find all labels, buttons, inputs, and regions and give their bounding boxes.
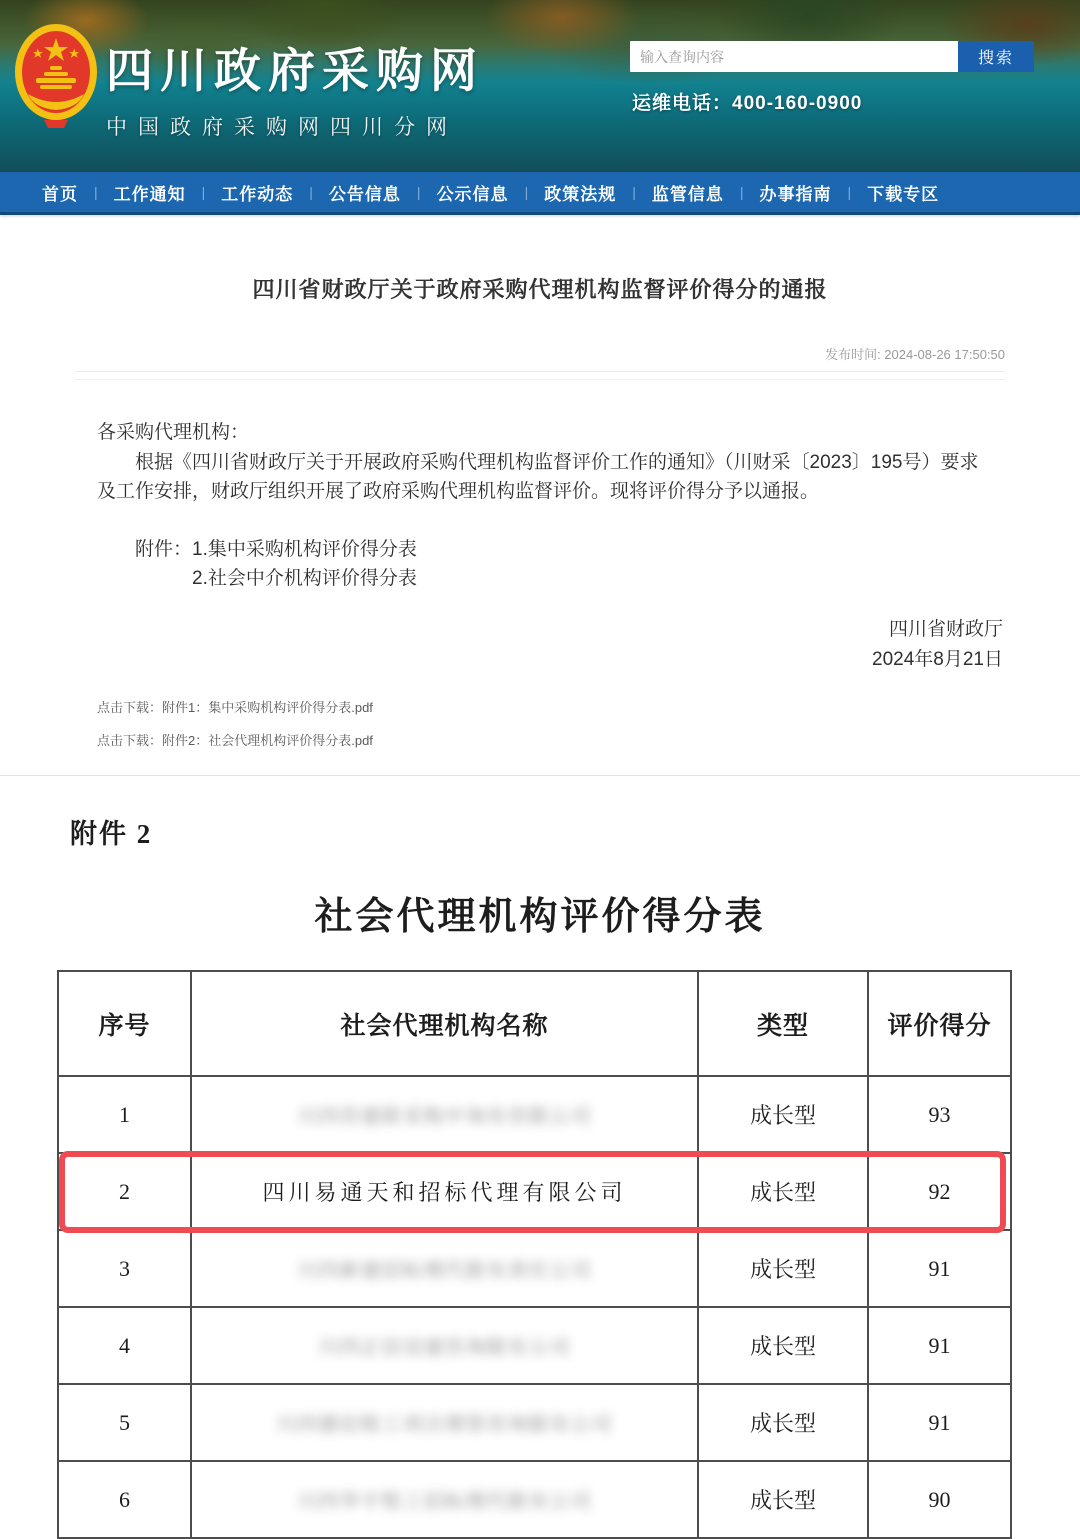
download-attachment-1[interactable]: 点击下载：附件1：集中采购机构评价得分表.pdf — [97, 700, 373, 715]
cell-type: 成长型 — [698, 1230, 868, 1307]
attachment-label: 附件 2 — [70, 819, 153, 849]
cell-agency-name — [191, 1384, 698, 1461]
redacted-name-blur: 川四正信设建咨询限有公司 — [318, 1337, 571, 1359]
score-table — [57, 970, 1012, 1539]
redacted-name-blur: 川四新建招标理代限有责任公司 — [297, 1260, 592, 1282]
site-subtitle: 中国政府采购网四川分网 — [106, 116, 458, 139]
search-button[interactable]: 搜索 — [958, 41, 1034, 72]
score-table-wrap — [57, 970, 1010, 1539]
national-emblem-logo — [14, 22, 98, 128]
article-title: 四川省财政厅关于政府采购代理机构监督评价得分的通报 — [252, 277, 828, 302]
nav-item-2[interactable]: 工作动态 — [221, 184, 294, 204]
nav-separator: | — [94, 184, 98, 200]
cell-no: 4 — [58, 1307, 191, 1384]
redacted-name-blur: 川四德信程工项目理管咨询限有公司 — [276, 1414, 613, 1436]
nav-item-4[interactable]: 公示信息 — [436, 184, 509, 204]
cell-score: 91 — [868, 1230, 1011, 1307]
cell-agency-name — [191, 1076, 698, 1153]
cell-no: 1 — [58, 1076, 191, 1153]
table-row — [58, 1230, 1011, 1307]
nav-separator: | — [632, 184, 636, 200]
redacted-name-blur: 川四咨建联采购中询有咨限公司 — [297, 1106, 592, 1128]
nav-item-5[interactable]: 政策法规 — [544, 184, 617, 204]
table-header-row — [58, 971, 1011, 1076]
cell-score: 92 — [868, 1153, 1011, 1230]
divider — [75, 379, 1005, 380]
cell-score: 91 — [868, 1384, 1011, 1461]
cell-type: 成长型 — [698, 1461, 868, 1538]
attachment-line-2: 2.社会中介机构评价得分表 — [192, 568, 417, 589]
site-title: 四川政府采购网 — [106, 44, 484, 97]
cell-score: 91 — [868, 1307, 1011, 1384]
column-header: 评价得分 — [868, 971, 1011, 1076]
attachment-list — [135, 535, 983, 593]
divider — [75, 371, 1005, 372]
score-table-title: 社会代理机构评价得分表 — [314, 896, 766, 938]
salutation: 各采购代理机构： — [97, 422, 250, 443]
cell-agency-name — [191, 1307, 698, 1384]
sign-date: 2024年8月21日 — [872, 649, 1003, 670]
cell-no: 6 — [58, 1461, 191, 1538]
nav-item-7[interactable]: 办事指南 — [759, 184, 832, 204]
nav-separator: | — [201, 184, 206, 200]
table-row — [58, 1461, 1011, 1538]
attachment-line-1: 附件：1.集中采购机构评价得分表 — [135, 539, 417, 560]
article-area — [0, 273, 1080, 749]
table-row — [58, 1076, 1011, 1153]
main-navigation — [0, 172, 1080, 215]
cell-no: 3 — [58, 1230, 191, 1307]
section-divider — [0, 775, 1080, 776]
cell-score: 93 — [868, 1076, 1011, 1153]
nav-item-0[interactable]: 首页 — [42, 184, 78, 204]
cell-type: 成长型 — [698, 1307, 868, 1384]
table-row — [58, 1384, 1011, 1461]
search-bar — [630, 41, 1034, 72]
cell-type: 成长型 — [698, 1384, 868, 1461]
body-paragraph: 根据《四川省财政厅关于开展政府采购代理机构监督评价工作的通知》（川财采〔2023〕195号）要求及工作安排，财政厅组织开展了政府采购代理机构监督评价。现将评价得分予以通报。 — [97, 452, 979, 502]
cell-no: 2 — [58, 1153, 191, 1230]
nav-separator: | — [847, 184, 852, 200]
nav-item-8[interactable]: 下载专区 — [867, 184, 940, 204]
nav-item-1[interactable]: 工作通知 — [113, 184, 186, 204]
nav-separator: | — [739, 184, 744, 200]
column-header: 类型 — [698, 971, 868, 1076]
nav-separator: | — [309, 184, 313, 200]
cell-agency-name — [191, 1461, 698, 1538]
cell-type: 成长型 — [698, 1076, 868, 1153]
table-row — [58, 1153, 1011, 1230]
attachment-document — [0, 812, 1080, 1539]
hotline-text: 运维电话：400-160-0900 — [632, 93, 863, 114]
download-attachment-2[interactable]: 点击下载：附件2：社会代理机构评价得分表.pdf — [97, 733, 373, 748]
table-row — [58, 1307, 1011, 1384]
redacted-name-blur: 川四华宇程工招标理代限有公司 — [297, 1491, 592, 1513]
nav-item-3[interactable]: 公告信息 — [328, 184, 401, 204]
cell-no: 5 — [58, 1384, 191, 1461]
nav-separator: | — [416, 184, 421, 200]
site-brand — [106, 34, 484, 141]
nav-separator: | — [524, 184, 529, 200]
signer: 四川省财政厅 — [888, 619, 1003, 640]
article-body — [75, 418, 1005, 593]
cell-agency-name: 四川易通天和招标代理有限公司 — [191, 1153, 698, 1230]
cell-agency-name — [191, 1230, 698, 1307]
site-header-banner — [0, 0, 1080, 172]
column-header: 序号 — [58, 971, 191, 1076]
cell-score: 90 — [868, 1461, 1011, 1538]
publish-time: 发布时间: 2024-08-26 17:50:50 — [825, 347, 1005, 362]
column-header: 社会代理机构名称 — [191, 971, 698, 1076]
nav-item-6[interactable]: 监管信息 — [651, 184, 724, 204]
search-input[interactable] — [630, 41, 958, 72]
signature-block — [75, 615, 1005, 675]
download-links — [75, 697, 1005, 749]
cell-type: 成长型 — [698, 1153, 868, 1230]
